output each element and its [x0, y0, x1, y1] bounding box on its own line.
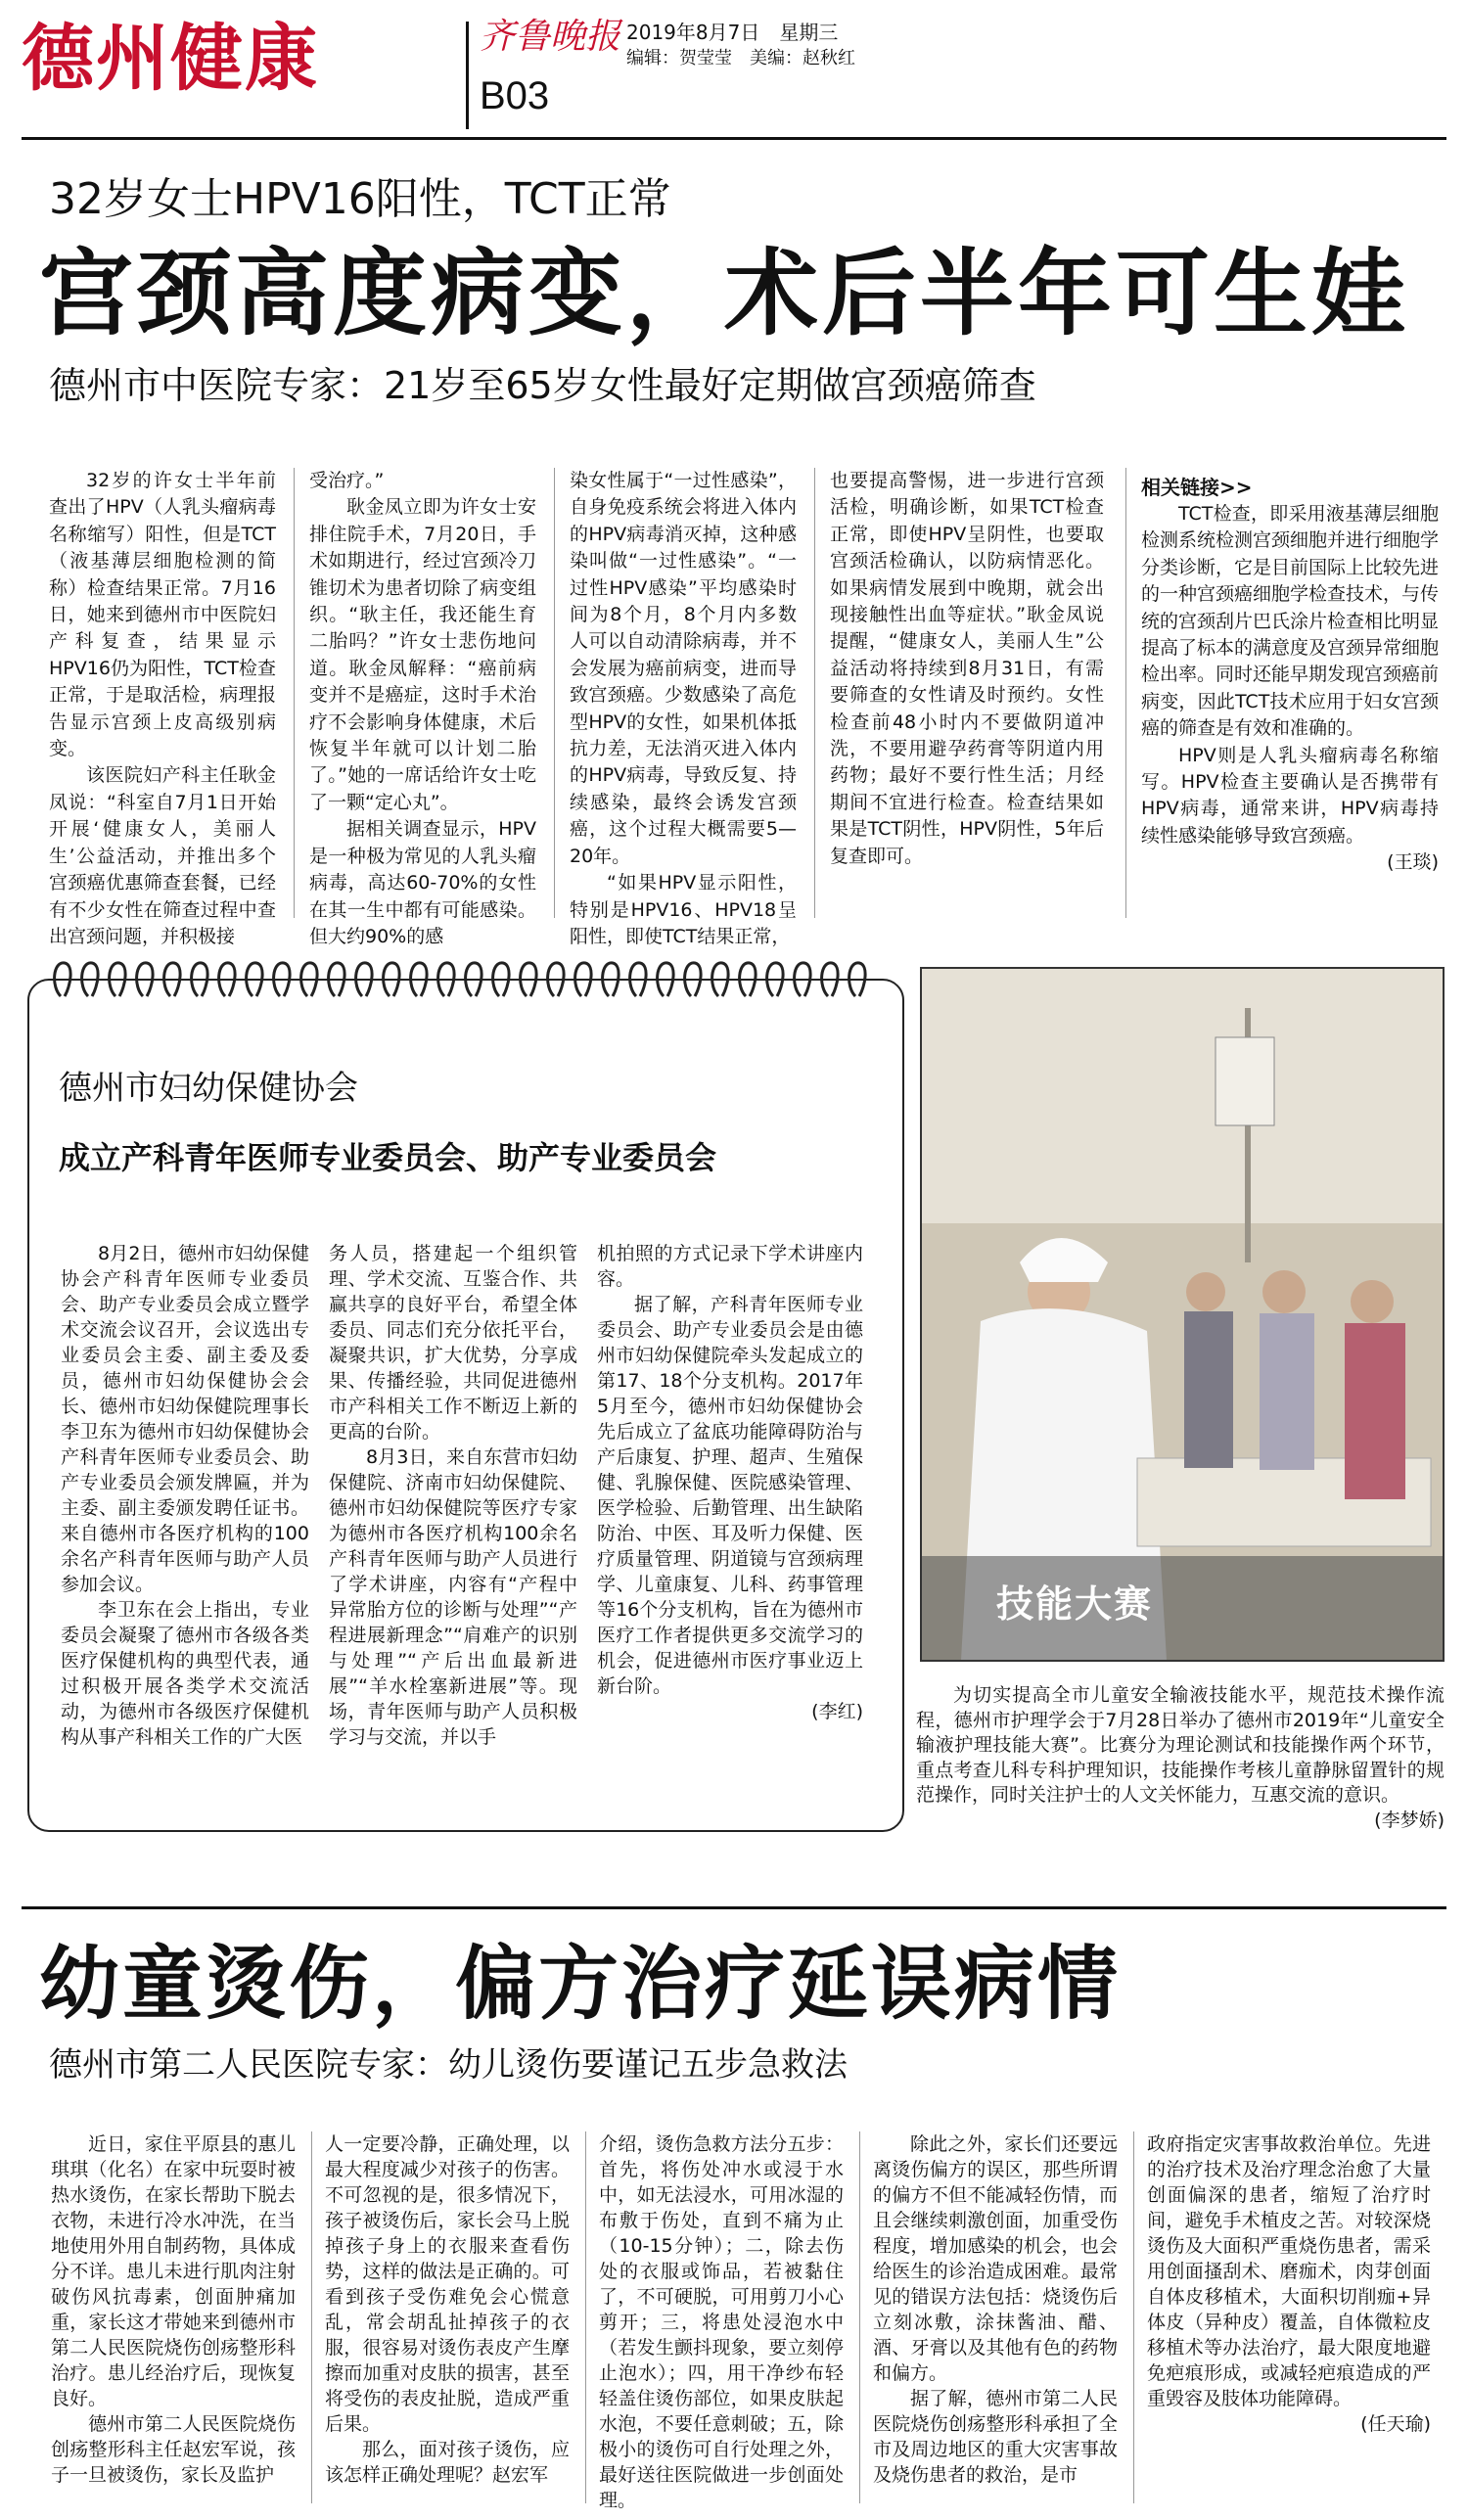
issue-date: 2019年8月7日 星期三 [626, 21, 839, 44]
spiral-binding-icon [49, 957, 871, 1002]
story2-column-1 [61, 1241, 309, 1750]
spiral-ring [822, 963, 838, 996]
paragraph: 32岁的许女士半年前查出了HPV（人乳头瘤病毒名称缩写）阳性，但是TCT（液基薄层细胞检测的简称）检查结果正常。7月16日，她来到德州市中医院妇产科复查，结果显示HPV16仍为阳性，TCT检查正常，于是取活检，病理报告显示宫颈上皮高级别病变。 [49, 470, 276, 760]
story2-organization: 德州市妇幼保健协会 [59, 1069, 358, 1108]
paragraph: 除此之外，家长们还要远离烫伤偏方的误区，那些所谓的偏方不但不能减轻伤情，而且会继续刺激创面，加重受伤程度，增加感染的机会，也会给医生的诊治造成困难。最常见的错误方法包括：烧烫伤后立刻冰敷，涂抹酱油、醋、酒、牙膏以及其他有色的药物和偏方。 [873, 2133, 1118, 2384]
column-divider [294, 468, 295, 918]
spiral-ring [384, 963, 399, 996]
column-divider [814, 468, 815, 918]
related-links-sidebar [1141, 474, 1439, 877]
newspaper-name: 齐鲁晚报 [480, 17, 621, 57]
paragraph: 据了解，德州市第二人民医院烧伤创疡整形科承担了全市及周边地区的重大灾害事故及烧伤患者的救治，是市 [873, 2388, 1118, 2486]
spiral-ring [274, 963, 290, 996]
story1-column-2 [309, 468, 536, 950]
photo-byline: (李梦娇) [1374, 1809, 1445, 1831]
spiral-ring [219, 963, 235, 996]
paragraph: 据了解，产科青年医师专业委员会、助产专业委员会是由德州市妇幼保健院牵头发起成立的第17、18个分支机构。2017年5月至今，德州市妇幼保健协会先后成立了盆底功能障碍防治与产后康复、护理、超声、生殖保健、乳腺保健、医院感染管理、医学检验、后勤管理、出生缺陷防治、中医、耳及听力保健、医疗质量管理、阴道镜与宫颈病理学、儿童康复、儿科、药事管理等16个分支机构，旨在为德州市医疗工作者提供更多交流学习的机会，促进德州市医疗事业迈上新台阶。 [597, 1294, 863, 1697]
editors-line: 编辑：贺莹莹 美编：赵秋红 [626, 48, 855, 69]
spiral-ring [521, 963, 536, 996]
spiral-ring [575, 963, 591, 996]
spiral-ring [849, 963, 865, 996]
column-divider [859, 2131, 860, 2503]
story1-column-3 [570, 468, 797, 950]
story2-byline: (李红) [811, 1701, 863, 1722]
sidebar-byline: (王琰) [1387, 851, 1439, 874]
spiral-ring [329, 963, 344, 996]
story1-subhead: 32岁女士HPV16阳性，TCT正常 [49, 174, 671, 224]
paragraph: 德州市第二人民医院烧伤创疡整形科主任赵宏军说，孩子一旦被烫伤，家长及监护 [51, 2413, 296, 2486]
sidebar-header: 相关链接>> [1141, 476, 1253, 499]
masthead-rule [22, 137, 1446, 140]
spiral-ring [247, 963, 262, 996]
paragraph: 介绍，烫伤急救方法分五步：首先，将伤处冲水或浸于水中，如无法浸水，可用冰湿的布敷于伤处，直到不痛为止（10-15分钟）；二，除去伤处的衣服或饰品，若被黏住了，不可硬脱，可用剪刀小心剪开；三，将患处浸泡水中（若发生颤抖现象，要立刻停止泡水）；四，用干净纱布轻轻盖住烫伤部位，如果皮肤起水泡，不要任意刺破；五，除极小的烫伤可自行处理之外，最好送往医院做进一步创面处理。 [599, 2133, 844, 2511]
paragraph: 8月2日，德州市妇幼保健协会产科青年医师专业委员会、助产专业委员会成立暨学术交流会议召开，会议选出专业委员会主委、副主委及委员，德州市妇幼保健协会会长、德州市妇幼保健院理事长李卫东为德州市妇幼保健协会产科青年医师专业委员会、助产专业委员会颁发牌匾，并为主委、副主委颁发聘任证书。来自德州市各医疗机构的100余名产科青年医师与助产人员参加会议。 [61, 1243, 309, 1595]
spiral-ring [411, 963, 427, 996]
paragraph: 政府指定灾害事故救治单位。先进的治疗技术及治疗理念治愈了大量创面偏深的患者，缩短了治疗时间，避免手术植皮之苦。对较深烧烫伤及大面积严重烧伤患者，需采用创面搔刮术、磨痂术，肉芽创面自体皮移植术，大面积切削痂+异体皮（异种皮）覆盖，自体微粒皮移植术等办法治疗，最大限度地避免疤痕形成，或减轻疤痕造成的严重毁容及肢体功能障碍。 [1147, 2133, 1431, 2409]
spiral-ring [658, 963, 673, 996]
paragraph: 近日，家住平原县的惠儿琪琪（化名）在家中玩耍时被热水烫伤，在家长帮助下脱去衣物，未进行冷水冲洗，在当地使用外用自制药物，具体成分不详。患儿未进行肌肉注射破伤风抗毒素，创面肿痛加重，家长这才带她来到德州市第二人民医院烧伤创疡整形科治疗。患儿经治疗后，现恢复良好。 [51, 2133, 296, 2409]
story3-headline: 幼童烫伤，偏方治疗延误病情 [39, 1938, 1122, 2031]
column-divider [311, 2131, 312, 2503]
paragraph: 人一定要冷静，正确处理，以最大程度减少对孩子的伤害。不可忽视的是，很多情况下，孩子被烫伤后，家长会马上脱掉孩子身上的衣服来查看伤势，这样的做法是正确的。可看到孩子受伤难免会心慌意乱，常会胡乱扯掉孩子的衣服，很容易对烫伤表皮产生摩擦而加重对皮肤的损害，甚至将受伤的表皮扯脱，造成严重后果。 [325, 2133, 570, 2435]
paragraph: 该医院妇产科主任耿金凤说：“科室自7月1日开始开展‘健康女人，美丽人生’公益活动，并推出多个宫颈癌优惠筛查套餐，已经有不少女性在筛查过程中查出宫颈问题，并积极接 [49, 764, 276, 947]
paragraph: 耿金凤立即为许女士安排住院手术，7月20日，手术如期进行，经过宫颈冷刀锥切术为患者切除了病变组织。“耿主任，我还能生育二胎吗？”许女士悲伤地问道。耿金凤解释：“癌前病变并不是癌症，这时手术治疗不会影响身体健康，术后恢复半年就可以计划二胎了。”她的一席话给许女士吃了一颗“定心丸”。 [309, 496, 536, 813]
photo-caption [916, 1683, 1445, 1834]
paragraph: TCT检查，即采用液基薄层细胞检测系统检测宫颈细胞并进行细胞学分类诊断，它是目前国际上比较先进的一种宫颈癌细胞学检查技术，与传统的宫颈刮片巴氏涂片检查相比明显提高了标本的满意度及宫颈异常细胞检出率。同时还能早期发现宫颈癌前病变，因此TCT技术应用于妇女宫颈癌的筛查是有效和准确的。 [1141, 503, 1440, 740]
paragraph: 8月3日，来自东营市妇幼保健院、济南市妇幼保健院、德州市妇幼保健院等医疗专家为德州市各医疗机构100余名产科青年医师与助产人员进行了学术讲座，内容有“产程中异常胎方位的诊断与处理”“产程进展新理念”“肩难产的识别与处理”“产后出血最新进展”“羊水栓塞新进展”等。现场，青年医师与助产人员积极学习与交流，并以手 [329, 1446, 577, 1748]
spiral-ring [740, 963, 756, 996]
masthead-title: 德州健康 [22, 17, 319, 101]
story2-column-2 [329, 1241, 577, 1750]
spiral-ring [137, 963, 153, 996]
column-divider [554, 468, 555, 918]
paragraph: 也要提高警惕，进一步进行宫颈活检，明确诊断，如果TCT检查正常，即使HPV呈阴性，也要取宫颈活检确认，以防病情恶化。如果病情发展到中晚期，就会出现接触性出血等症状。”耿金凤说提醒，“健康女人，美丽人生”公益活动将持续到8月31日，有需要筛查的女性请及时预约。女性检查前48小时内不要做阴道冲洗，不要用避孕药膏等阴道内用药物；最好不要行性生活；月经期间不宜进行检查。检查结果如果是TCT阴性，HPV阴性，5年后复查即可。 [830, 470, 1104, 867]
story3-deck: 德州市第二人民医院专家：幼儿烫伤要谨记五步急救法 [49, 2045, 848, 2085]
story1-deck: 德州市中医院专家：21岁至65岁女性最好定期做宫颈癌筛查 [49, 364, 1036, 407]
story3-column-4 [873, 2131, 1118, 2488]
spiral-ring [493, 963, 509, 996]
spiral-ring [192, 963, 207, 996]
spiral-ring [685, 963, 701, 996]
spiral-ring [466, 963, 482, 996]
paragraph: “如果HPV显示阳性，特别是HPV16、HPV18呈阳性，即使TCT结果正常， [570, 872, 797, 947]
spiral-ring [603, 963, 619, 996]
masthead-divider [466, 22, 469, 129]
paragraph: 李卫东在会上指出，专业委员会凝聚了德州市各级各类医疗保健机构的典型代表，通过积极开展各类学术交流活动，为德州市各级医疗保健机构从事产科相关工作的广大医 [61, 1599, 309, 1748]
paragraph: 务人员，搭建起一个组织管理、学术交流、互鉴合作、共赢共享的良好平台，希望全体委员、同志们充分依托平台，凝聚共识，扩大优势，分享成果、传播经验，共同促进德州市产科相关工作不断迈上新的更高的台阶。 [329, 1243, 577, 1443]
column-divider [1133, 2131, 1134, 2503]
story2-column-3 [597, 1241, 863, 1724]
paragraph: HPV则是人乳头瘤病毒名称缩写。HPV检查主要确认是否携带有HPV病毒，通常来讲，HPV病毒持续性感染能够导致宫颈癌。 [1141, 744, 1439, 847]
spiral-ring [438, 963, 454, 996]
spiral-ring [164, 963, 180, 996]
spiral-ring [767, 963, 783, 996]
story3-column-5 [1147, 2131, 1431, 2437]
story1-column-4 [830, 468, 1104, 870]
paragraph: 据相关调查显示，HPV是一种极为常见的人乳头瘤病毒，高达60-70%的女性在其一生中都有可能感染。但大约90%的感 [309, 818, 536, 947]
paragraph: 那么，面对孩子烫伤，应该怎样正确处理呢？赵宏军 [325, 2439, 570, 2486]
photo-label: 技能大赛 [996, 1582, 1154, 1626]
paragraph: 受治疗。” [309, 470, 385, 491]
spiral-ring [301, 963, 317, 996]
story3-column-1 [51, 2131, 296, 2488]
spiral-ring [630, 963, 646, 996]
nurse-photo-icon [922, 969, 1443, 1660]
section-rule [22, 1906, 1446, 1909]
story1-headline: 宫颈高度病变，术后半年可生娃 [39, 239, 1409, 348]
sidebar-divider [1125, 468, 1126, 918]
spiral-ring [795, 963, 810, 996]
paragraph: 为切实提高全市儿童安全输液技能水平，规范技术操作流程，德州市护理学会于7月28日举办了德州市2019年“儿童安全输液护理技能大赛”。比赛分为理论测试和技能操作两个环节，重点考查儿科专科护理知识，技能操作考核儿童静脉留置针的规范操作，同时关注护士的人文关怀能力，互惠交流的意识。 [916, 1684, 1445, 1807]
spiral-ring [110, 963, 125, 996]
page-number: B03 [480, 74, 550, 117]
paragraph: 染女性属于“一过性感染”，自身免疫系统会将进入体内的HPV病毒消灭掉，这种感染叫做“一过性感染”。“一过性HPV感染”平均感染时间为8个月，8个月内多数人可以自动清除病毒，并不会发展为癌前病变，进而导致宫颈癌。少数感染了高危型HPV的女性，如果机体抵抗力差，无法消灭进入体内的HPV病毒，导致反复、持续感染，最终会诱发宫颈癌，这个过程大概需要5—20年。 [570, 470, 797, 867]
story3-column-2 [325, 2131, 570, 2488]
skills-contest-photo [920, 967, 1445, 1662]
story3-column-3 [599, 2131, 844, 2513]
story3-byline: (任天瑜) [1360, 2413, 1431, 2435]
spiral-ring [356, 963, 372, 996]
spiral-ring [82, 963, 98, 996]
story2-title: 成立产科青年医师专业委员会、助产专业委员会 [59, 1139, 717, 1176]
paragraph: 机拍照的方式记录下学术讲座内容。 [597, 1243, 863, 1290]
spiral-ring [712, 963, 728, 996]
story1-column-1 [49, 468, 276, 950]
spiral-ring [55, 963, 70, 996]
spiral-ring [548, 963, 564, 996]
column-divider [585, 2131, 586, 2503]
